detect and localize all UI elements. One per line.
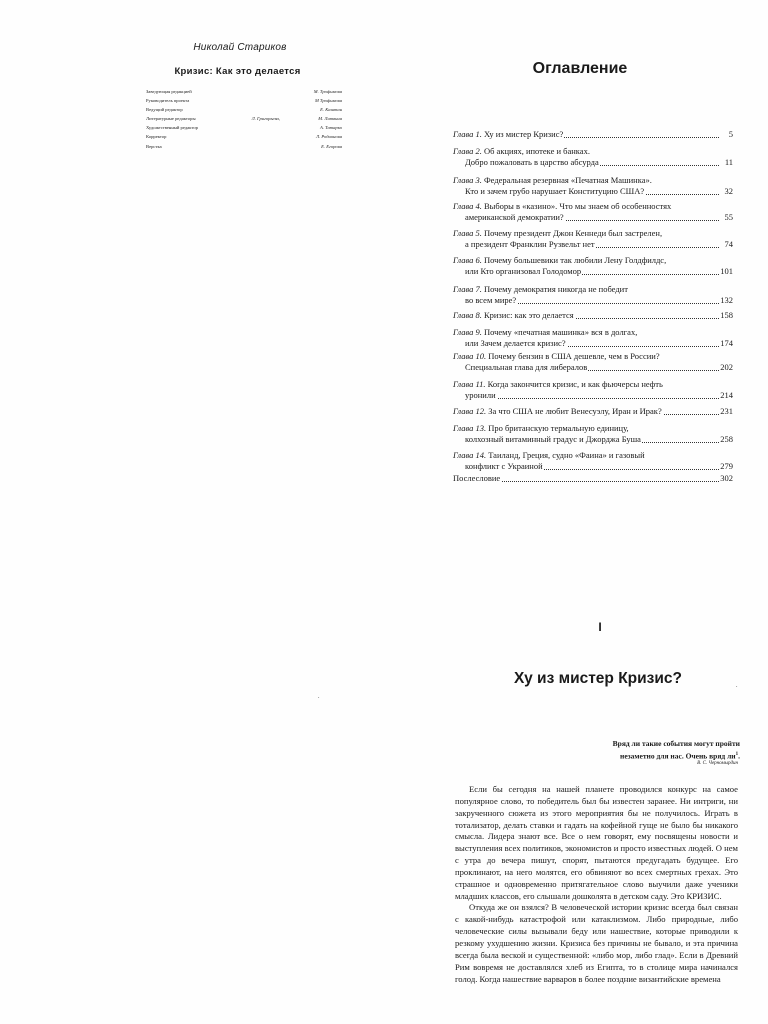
toc-line	[453, 423, 733, 434]
toc-line	[453, 146, 733, 157]
toc-chapter-label: Глава 5.	[453, 228, 482, 238]
toc-entry[interactable]	[453, 379, 733, 401]
toc-entry[interactable]	[453, 175, 733, 197]
toc-entry[interactable]	[453, 201, 733, 223]
toc-chapter-title: уронили	[465, 390, 496, 400]
toc-chapter-title: Про британскую термальную единицу,	[488, 423, 629, 433]
toc-chapter-title: Почему демократия никогда не победит	[483, 284, 628, 294]
toc-chapter-title: американской демократии?	[465, 212, 564, 222]
credit-name: Л. Родионова	[315, 134, 342, 140]
toc-chapter-title: Федеральная резервная «Печатная Машинка».	[483, 175, 652, 185]
epigraph-line: незаметно для нас. Очень вряд $ли^1$.	[620, 751, 740, 760]
toc-line	[453, 175, 733, 186]
toc-line	[453, 157, 733, 168]
footnote-mark: 1	[735, 751, 739, 757]
toc-page-number: 214	[720, 390, 733, 400]
toc-entry[interactable]	[453, 255, 733, 277]
toc-line	[453, 362, 733, 373]
epigraph-line: Вряд ли такие события могут пройти	[612, 739, 740, 748]
toc-chapter-title: Выборы в «казино». Что мы знаем об особенностях	[483, 201, 672, 211]
toc-line	[453, 239, 733, 250]
toc-chapter-title: Таиланд, Греция, судно «Фаина» и газовый	[488, 450, 645, 460]
chapter-body	[455, 784, 738, 985]
chapter-title: Ху из мистер Кризис?	[514, 670, 682, 687]
toc-page-number: 11	[724, 157, 733, 167]
toc-entry[interactable]	[453, 310, 733, 321]
toc-chapter-title: Почему большевики так любили Лену Голдфилдс,	[483, 255, 667, 265]
toc-chapter-label: Глава 12.	[453, 406, 487, 416]
toc-line	[453, 406, 733, 417]
epigraph-source: В. С. Черномырдин	[697, 761, 738, 766]
toc-chapter-label: Глава 2.	[453, 146, 482, 156]
credit-role: Руководитель проекта	[146, 98, 190, 104]
toc-chapter-title: а президент Франклин Рузвельт нет	[465, 239, 595, 249]
toc-chapter-title: или Кто организовал Голодомор	[465, 266, 582, 276]
credit-name: М Трофимова	[314, 98, 342, 104]
toc-line	[453, 255, 733, 266]
toc-line	[453, 434, 733, 445]
toc-line	[453, 310, 733, 321]
toc-chapter-label: Глава 6.	[453, 255, 482, 265]
credit-row	[146, 132, 342, 141]
author-name: Николай Стариков	[193, 42, 287, 53]
toc-line	[453, 351, 733, 362]
toc-chapter-label: Глава 9.	[453, 327, 482, 337]
toc-chapter-title: колхозный витаминный градус и Джорджа Буша	[465, 434, 641, 444]
toc-line	[453, 266, 733, 277]
toc-line	[453, 390, 733, 401]
stray-mark: .	[318, 694, 320, 700]
credit-role: Верстка	[146, 143, 162, 149]
toc-line	[453, 379, 733, 390]
toc-line	[453, 129, 733, 140]
toc-entry[interactable]	[453, 473, 733, 484]
credit-row	[146, 96, 342, 105]
credit-name: А. Татарко	[319, 125, 342, 131]
toc-line	[453, 450, 733, 461]
toc-line	[453, 186, 733, 197]
toc-chapter-title: Специальная глава для либералов	[465, 362, 588, 372]
toc-heading: Оглавление	[532, 60, 628, 77]
toc-page-number: 174	[720, 338, 733, 348]
toc-chapter-title: во всем мире?	[465, 295, 517, 305]
toc-chapter-label: Глава 4.	[453, 201, 482, 211]
credits-list	[146, 87, 342, 151]
chapter-number: I	[598, 620, 602, 634]
credit-role: Заведующая редакцией	[146, 89, 192, 94]
toc-chapter-title: Об акциях, ипотеке и банках.	[483, 146, 590, 156]
toc-chapter-title: или Зачем делается кризис?	[465, 338, 566, 348]
toc-entry[interactable]	[453, 450, 733, 472]
credit-extra-name: Л. Григорьева,	[251, 116, 280, 122]
toc-page-number: 74	[724, 239, 733, 249]
toc-chapter-label: Глава 14.	[453, 450, 487, 460]
toc-line	[453, 327, 733, 338]
toc-chapter-title: За что США не любит Венесуэлу, Иран и Ирак?	[488, 406, 662, 416]
toc-line	[453, 212, 733, 223]
credit-role: Корректор	[146, 134, 167, 140]
toc-page-number: 5	[728, 129, 733, 139]
toc-entry[interactable]	[453, 228, 733, 250]
toc-chapter-label: Глава 7.	[453, 284, 482, 294]
paragraph: Если бы сегодня на нашей планете проводился конкурс на самое популярное слово, то победитель был бы известен заранее. Ни интриги, ни закрученного сюжета из этого мероприятия бы не получилось. Играть в тотализатор, делать ставки и гадать на кофейной гуще не было бы никакого смысла. Лидера знают все. Все о нем говорят, ему посвящены новости и выступления всех политиков, экономистов и просто известных людей. О нем с утра до вечера пишут, спорят, пытаются предугадать будущее. Его проклинают, на него молятся, его обвиняют во всех смертных грехах. Это страшное и одновременно притягательное слово выучили даже ученики младших классов, его слышали дошколята в детском саду. Это КРИЗИС.	[455, 784, 738, 901]
toc-line	[453, 295, 733, 306]
toc-entry[interactable]	[453, 406, 733, 417]
credit-role: Литературные редакторы	[146, 116, 196, 122]
toc-page-number: 101	[720, 266, 733, 276]
toc-page-number: 32	[724, 186, 733, 196]
credit-name: Е. Каштан	[320, 107, 342, 113]
toc-page-number: 231	[720, 406, 733, 416]
toc-page-number: 158	[720, 310, 733, 320]
toc-entry[interactable]	[453, 327, 733, 349]
toc-chapter-title: конфликт с Украиной	[465, 461, 543, 471]
toc-chapter-label: Глава 3.	[453, 175, 482, 185]
toc-chapter-title: Почему президент Джон Кеннеди был застрелен,	[483, 228, 663, 238]
toc-line	[453, 473, 733, 484]
paragraph: Откуда же он взялся? В человеческой истории кризис всегда был связан с какой-нибудь катастрофой или катаклизмом. Либо природные, либо человеческие силы вызывали беду или нашествие, которые приводили к резкому ухудшению жизни. Кризиса без причины не бывало, и эта причина всегда была веской и существенной: «либо мор, либо глад». Если в Древний Рим вовремя не доставлялся хлеб из Египта, то в столице мира начинался голод. Когда нашествие варваров в более поздние византийские времена	[455, 902, 738, 984]
toc-chapter-title: Когда закончится кризис, и как фьючерсы нефть	[487, 379, 663, 389]
credit-role: Ведущий редактор	[146, 107, 183, 113]
credit-row	[146, 123, 342, 132]
toc-page-number: 258	[720, 434, 733, 444]
book-title: Кризис: Как это делается	[174, 66, 301, 77]
credit-row	[146, 87, 342, 96]
toc-line	[453, 228, 733, 239]
toc-entry[interactable]	[453, 284, 733, 306]
toc-page-number: 202	[720, 362, 733, 372]
toc-chapter-title: Добро пожаловать в царство абсурда	[465, 157, 599, 167]
toc-line	[453, 284, 733, 295]
toc-page-number: 55	[724, 212, 733, 222]
credit-row	[146, 105, 342, 114]
toc-chapter-title: Послесловие	[453, 473, 501, 483]
toc-line	[453, 338, 733, 349]
toc-page-number: 132	[720, 295, 733, 305]
toc-line	[453, 201, 733, 212]
toc-page-number: 302	[720, 473, 733, 483]
credit-row	[146, 114, 342, 123]
toc-chapter-title: Почему «печатная машинка» вся в долгах,	[483, 327, 638, 337]
toc-chapter-title: Ху из мистер Кризис?	[483, 129, 564, 139]
toc-chapter-label: Глава 13.	[453, 423, 487, 433]
toc-chapter-title: Кто и зачем грубо нарушает Конституцию США?	[465, 186, 645, 196]
credit-role: Художественный редактор	[146, 125, 198, 131]
toc-chapter-label: Глава 1.	[453, 129, 482, 139]
toc-line	[453, 461, 733, 472]
toc-entry[interactable]	[453, 129, 733, 140]
credit-row	[146, 142, 342, 151]
toc-chapter-label: Глава 11.	[453, 379, 486, 389]
toc-entry[interactable]	[453, 146, 733, 168]
toc-entry[interactable]	[453, 351, 733, 373]
toc-chapter-label: Глава 8.	[453, 310, 482, 320]
epigraph	[560, 739, 740, 762]
toc-chapter-title: Почему бензин в США дешевле, чем в России?	[488, 351, 660, 361]
stray-mark: .	[736, 683, 738, 689]
credit-name: М. Трофимова	[313, 89, 342, 94]
toc-entry[interactable]	[453, 423, 733, 445]
credit-name: Е. Егорова	[321, 143, 342, 149]
credit-name: М. Литвина	[318, 116, 342, 122]
toc-chapter-label: Глава 10.	[453, 351, 487, 361]
toc-chapter-title: Кризис: как это делается	[483, 310, 574, 320]
toc-page-number: 279	[720, 461, 733, 471]
